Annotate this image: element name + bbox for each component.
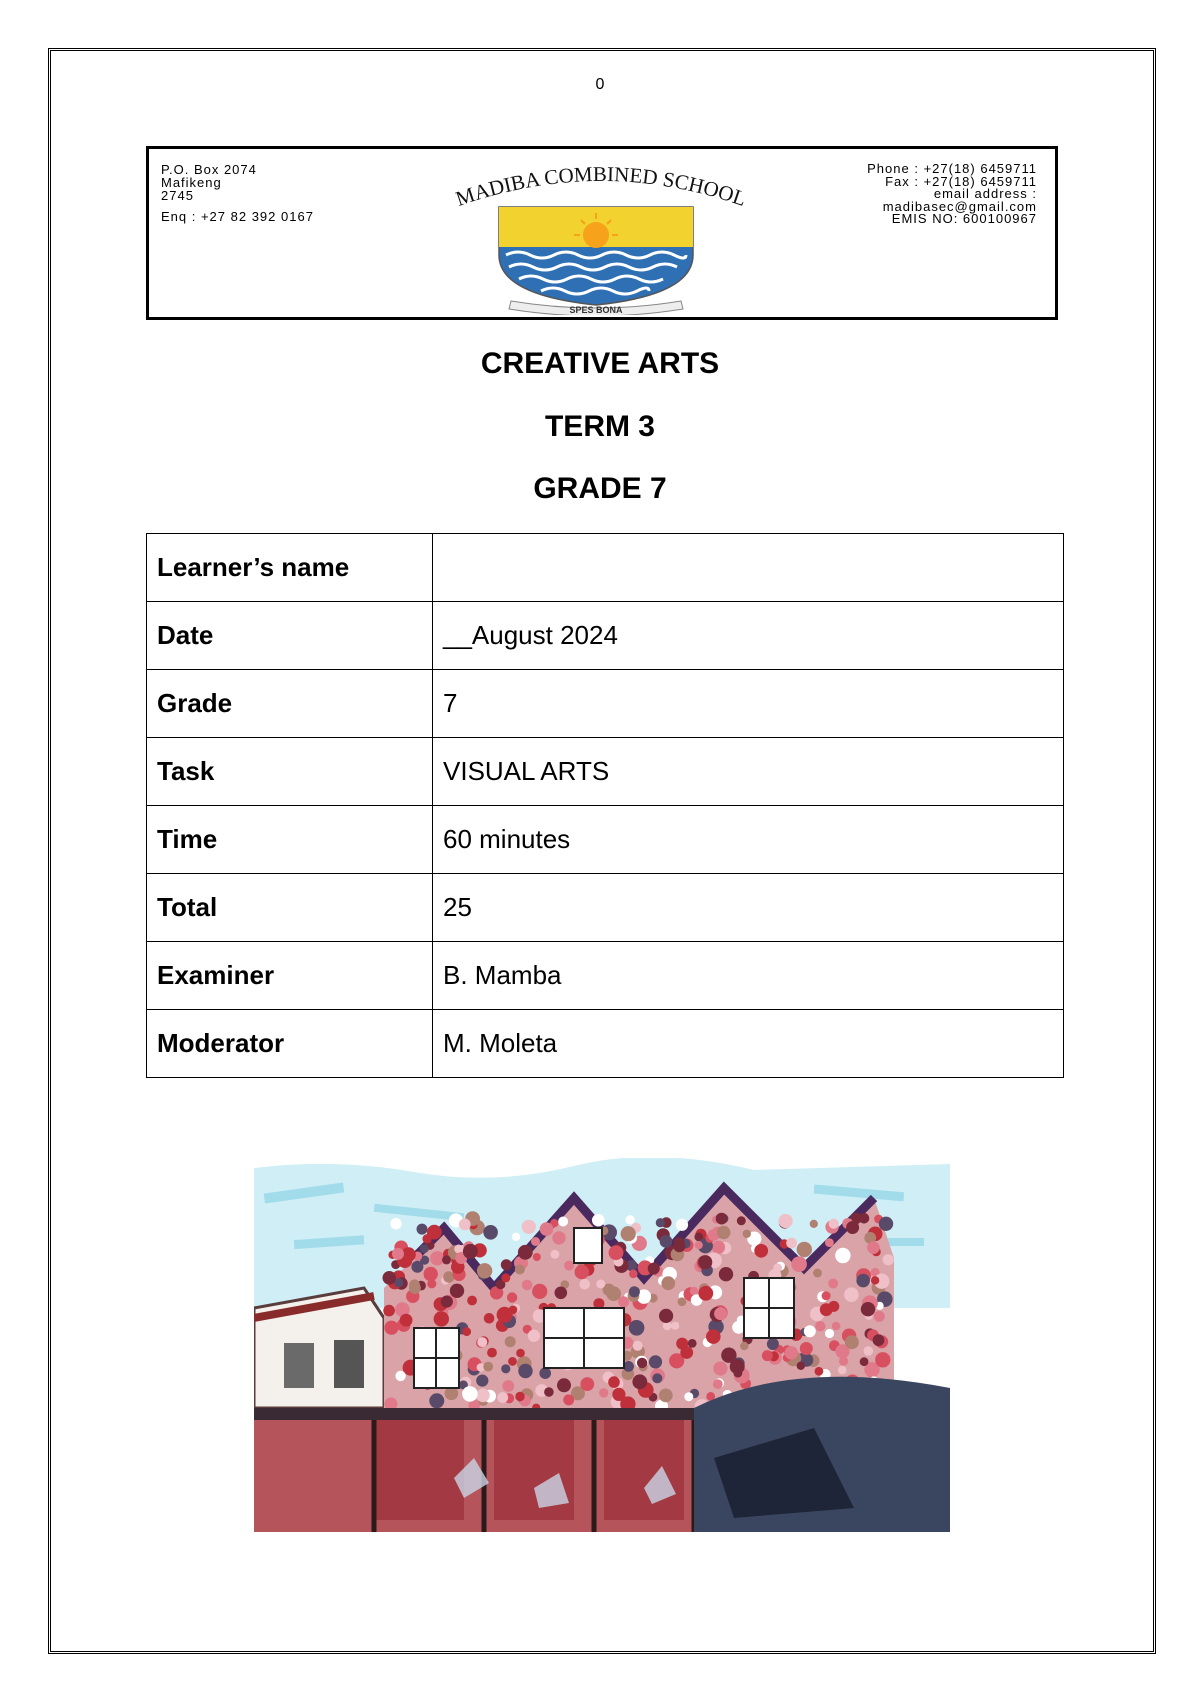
grade-heading: GRADE 7	[533, 472, 667, 505]
contact-line: EMIS NO: 600100967	[891, 211, 1037, 226]
motto-text: SPES BONA	[569, 305, 623, 315]
school-name-arc: MADIBA COMBINED SCHOOL	[452, 161, 750, 211]
row-label: Examiner	[147, 942, 433, 1010]
contact-line: email address :	[933, 186, 1037, 201]
address-line: 2745	[161, 188, 194, 203]
subject-title: CREATIVE ARTS	[480, 347, 720, 380]
contact-details	[867, 163, 1037, 226]
address-line: Mafikeng	[161, 175, 222, 190]
row-label: Time	[147, 806, 433, 874]
table-row	[147, 738, 1064, 806]
row-value: 7	[433, 670, 1064, 738]
row-value: B. Mamba	[433, 942, 1064, 1010]
enquiry-number: Enq : +27 82 392 0167	[161, 209, 314, 224]
row-label: Learner’s name	[147, 534, 433, 602]
row-value: 25	[433, 874, 1064, 942]
school-crest-logo	[411, 155, 791, 315]
contact-line: Phone : +27(18) 6459711	[867, 161, 1037, 176]
learner-info-table	[146, 533, 1064, 1078]
row-label: Moderator	[147, 1010, 433, 1078]
sun-icon	[583, 222, 609, 248]
table-row	[147, 602, 1064, 670]
date-field[interactable]: __August 2024	[433, 602, 1064, 670]
contact-line: madibasec@gmail.com	[882, 198, 1037, 214]
window	[574, 1228, 602, 1263]
row-label: Grade	[147, 670, 433, 738]
row-value: VISUAL ARTS	[433, 738, 1064, 806]
row-value: M. Moleta	[433, 1010, 1064, 1078]
table-row	[147, 534, 1064, 602]
address-line: P.O. Box 2074	[161, 162, 257, 177]
row-label: Date	[147, 602, 433, 670]
table-row	[147, 942, 1064, 1010]
page-number: 0	[595, 76, 605, 93]
table-row	[147, 874, 1064, 942]
table-row	[147, 1010, 1064, 1078]
collage-artwork-image	[254, 1158, 950, 1532]
row-value: 60 minutes	[433, 806, 1064, 874]
learner-name-field[interactable]	[433, 534, 1064, 602]
term-heading: TERM 3	[544, 410, 655, 443]
table-row	[147, 670, 1064, 738]
row-label: Total	[147, 874, 433, 942]
table-row	[147, 806, 1064, 874]
contact-line: Fax : +27(18) 6459711	[885, 173, 1037, 189]
postal-address	[161, 163, 314, 223]
school-letterhead	[146, 146, 1058, 320]
row-label: Task	[147, 738, 433, 806]
